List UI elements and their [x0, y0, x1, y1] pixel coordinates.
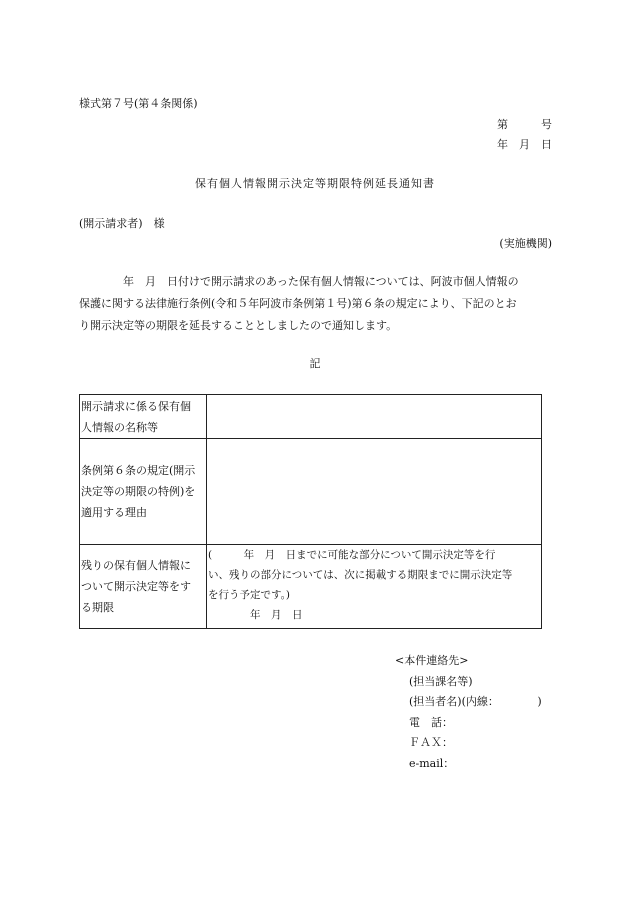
document-title: 保有個人情報開示決定等期限特例延長通知書: [195, 177, 435, 190]
row-value-deadline[interactable]: ( 年 月 日までに可能な部分について開示決定等を行 い、残りの部分については、次に掲載する期限までに開示決定等 を行う予定です。) 年 月 日: [207, 545, 542, 629]
ki-label: 記: [309, 357, 321, 370]
record-table: [79, 394, 542, 629]
contact-fax: ＦＡＸ：: [409, 736, 453, 749]
document-number: 第 号: [497, 118, 552, 131]
body-line: 保護に関する法律施行条例(令和５年阿波市条例第１号)第６条の規定により、下記のとお: [79, 297, 517, 310]
document-date: 年 月 日: [497, 138, 552, 151]
row-label-reason: 条例第６条の規定(開示 決定等の期限の特例)を 適用する理由: [80, 439, 207, 545]
contact-heading: <本件連絡先>: [395, 654, 469, 667]
row-label-deadline: 残りの保有個人情報に ついて開示決定等をす る期限: [80, 545, 207, 629]
body-line: 年 月 日付けで開示請求のあった保有個人情報については、阿波市個人情報の: [79, 275, 519, 288]
contact-email: e-mail：: [409, 756, 455, 770]
row-label-name: 開示請求に係る保有個 人情報の名称等: [80, 395, 207, 439]
table-row: [80, 439, 542, 545]
contact-block: [395, 651, 542, 774]
body-paragraph: [79, 271, 553, 337]
issuer: (実施機関): [499, 237, 552, 250]
row-value-reason[interactable]: [207, 439, 542, 545]
body-line: り開示決定等の期限を延長することとしましたので通知します。: [79, 319, 398, 332]
contact-phone: 電 話：: [409, 715, 453, 729]
table-row: [80, 545, 542, 629]
contact-department: (担当課名等): [409, 674, 473, 688]
addressee: (開示請求者) 様: [79, 217, 165, 230]
form-number: 様式第７号(第４条関係): [79, 97, 198, 110]
row-value-name[interactable]: [207, 395, 542, 439]
contact-person: (担当者名)(内線： ): [409, 695, 542, 708]
table-row: [80, 395, 542, 439]
